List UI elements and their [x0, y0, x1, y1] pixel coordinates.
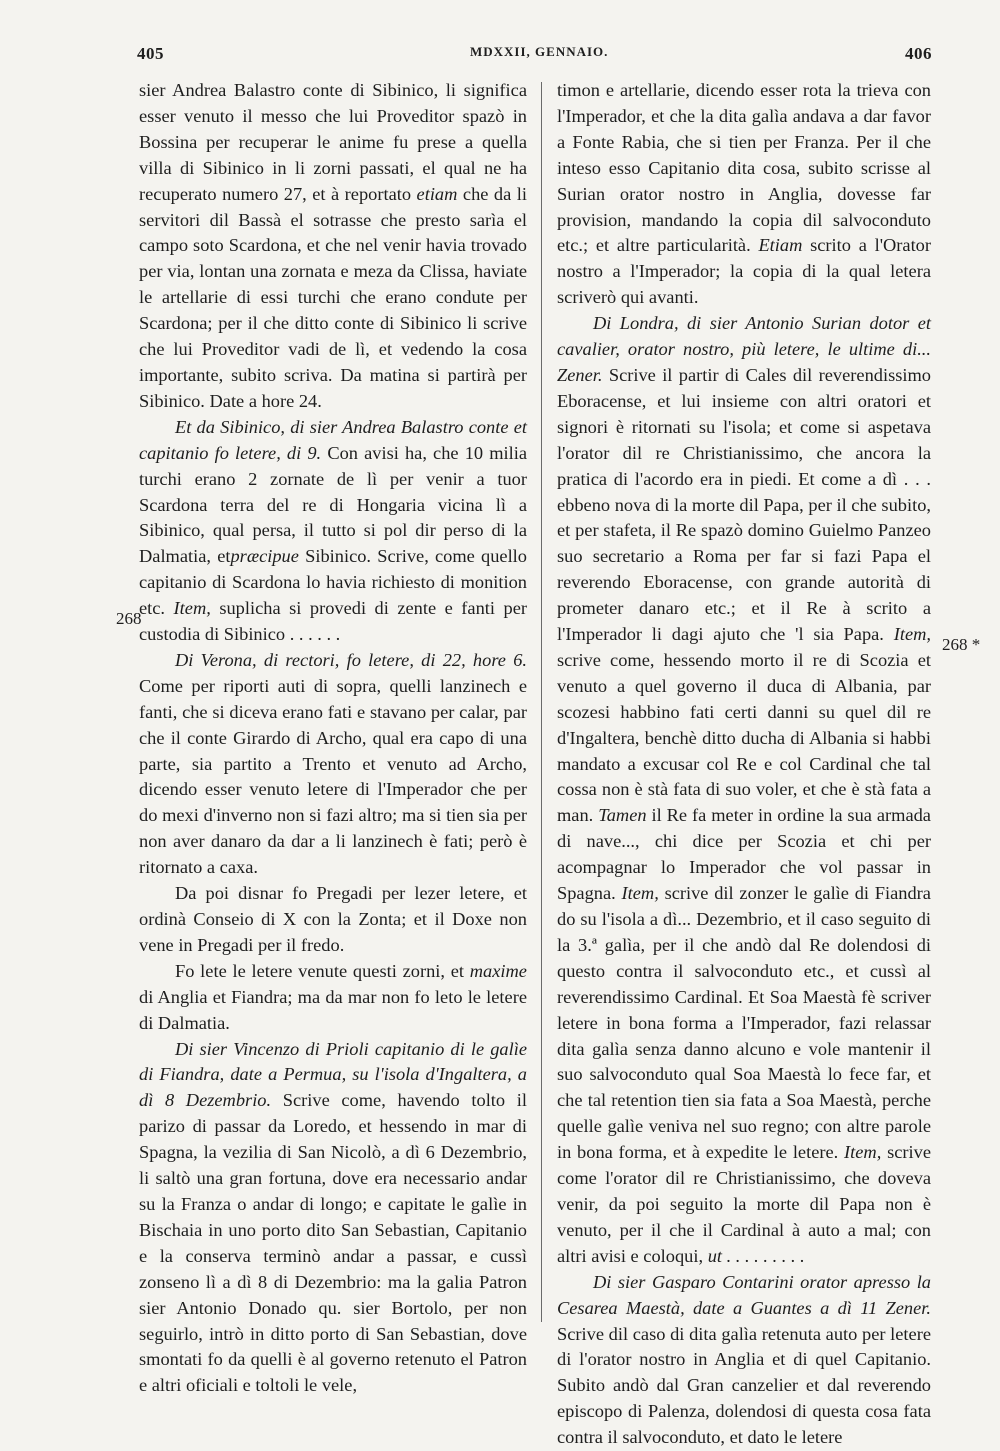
right-page-number: 406 — [905, 44, 932, 63]
paragraph: Di Verona, di rectori, fo letere, di 22, hore 6. Come per riporti auti di sopra, quelli lanzinech e fanti, che si diceva erano fati e stavano per calar, par che il conte Girardo di Archo, qual era capo di una parte, sia partito a Trento et venuto ad Archo, dicendo esser venuto letere di l'Imperador che per do mexi d'inverno non si fazi altro; ma si tien sia per non aver danaro da dar a li lanzinech è fati; però è ritornato a caxa. — [139, 649, 527, 878]
margin-number-right: 268 * — [942, 635, 981, 654]
left-column — [139, 78, 527, 1399]
paragraph: Di sier Gasparo Contarini orator apresso la Cesarea Maestà, date a Guantes a dì 11 Zener. Scrive dil caso di dita galìa retenuta auto per letere di l'orator nostro in Anglia et di quel Capitanio. Subito andò dal Gran canzelier et dal reverendo episcopo di Palenza, dolendosi di questa cosa fata contra il salvoconduto, et dato le letere — [557, 1271, 931, 1448]
right-column — [557, 78, 931, 1451]
running-title: MDXXII, GENNAIO. — [470, 44, 609, 59]
paragraph: Da poi disnar fo Pregadi per lezer letere, et ordinà Conseio di X con la Zonta; et il Doxe non vene in Pregadi per il fredo. — [139, 883, 527, 955]
paragraph: Di sier Vincenzo di Prioli capitanio di le galìe di Fiandra, date a Permua, su l'isola d'Ingaltera, a dì 8 Dezembrio. Scrive come, havendo tolto il parizo di passar da Loredo, et hessendo in mar di Spagna, la vezilia di San Nicolò, a dì 6 Dezembrio, li saltò una gran fortuna, dove era necessario andar su la Franza o andar di longo; e capitate le galìe in Bischaia in uno porto dito San Sebastian, Capitanio e la conserva terminò andar a passar, e cussì zonseno lì a dì 8 di Dezembrio: ma la galia Patron sier Antonio Donado qu. sier Bortolo, per non seguirlo, intrò in ditto porto di San Sebastian, dove smontati fo da quelli è al governo retenuto el Patron e altri oficiali e toltoli le vele, — [139, 1038, 527, 1396]
column-divider — [541, 82, 542, 1322]
paragraph: Fo lete le letere venute questi zorni, et maxime di Anglia et Fiandra; ma da mar non fo leto le letere di Dalmatia. — [139, 960, 527, 1033]
paragraph: sier Andrea Balastro conte di Sibinico, li significa esser venuto il messo che lui Proveditor spazò in Bossina per recuperar le anime fu prese a quella villa di Sibinico in li zorni passati, el qual ne ha recuperato numero 27, et à reportato etiam che da li servitori dil Bassà el sotrasse che presto sarìa el campo soto Scardona, et che nel venir havia trovado per via, lontan una zornata e meza da Clissa, haviate le artellarie di essi turchi che erano condute per Scardona; per il che ditto conte di Sibinico li scrive che lui Proveditor vadi de lì, et vedendo la cosa importante, subito scriva. Da matina si partirà per Sibinico. Date a hore 24. — [139, 80, 527, 411]
left-page-number: 405 — [137, 44, 164, 63]
margin-number-left: 268 — [116, 609, 142, 628]
paragraph: Di Londra, di sier Antonio Surian dotor et cavalier, orator nostro, più letere, le ultime di... Zener. Scrive il partir di Cales dil reverendissimo Eboracense, et lui insieme con altri oratori et signori è ritornati su l'isola; et come si aspetava l'orator dil re Christianissimo, che ancora la pratica di l'acordo era in piedi. Et come a dì . . . ebbeno nova di la morte dil Papa, per il che subito, et per stafeta, il Re spazò domino Guielmo Panzeo suo secretario a Roma per far si fazi Papa el reverendo Eboracense, con grande autorità di prometer danaro etc.; et il Re à scrito a l'Imperador li dagi ajuto che 'l sia Papa. Item, scrive come, hessendo morto il re di Scozia et venuto a quel governo il duca di Albania, par scozesi habbino fati certi danni su quel dil re d'Ingaltera, benchè ditto ducha di Albania si habbi mandato a excusar col Re e col Cardinal che tal cossa non è stà fata di suo voler, et che è stà fata a man. Tamen il Re fa meter in ordine la sua armada di nave..., chi dice per Scozia et chi per acompagnar lo Imperador che vol passar in Spagna. Item, scrive dil zonzer le galìe di Fiandra do su l'isola a dì... Dezembrio, et il caso seguito di la 3.ª galìa, per il che andò dal Re dolendosi di questo contra il salvoconduto etc., et cussì al reverendissimo Cardinal. Et Soa Maestà fè scriver letere in bona forma a l'Imperador, fazi relassar dita galìa senza danno alcuno e vole mantenir il suo salvoconduto qual Soa Maestà lo fece far, et che tal retention tien sia fata a Soa Maestà, perche quelle galìe veniva nel suo regno; con altre parole in bona forma, et à expedite le letere. Item, scrive come l'orator dil re Christianissimo, che doveva venir, da poi seguito la morte dil Papa non è venuto, per il che il Cardinal à auto a mal; con altri avisi e coloqui, ut . . . . . . . . . — [557, 313, 931, 1266]
paragraph: Et da Sibinico, di sier Andrea Balastro conte et capitanio fo letere, di 9. Con avisi ha, che 10 milia turchi erano 2 zornate de lì per venir a tuor Scardona terra del re di Hongaria vicina lì a Sibinico, qual persa, il tutto si pol dir perso di la Dalmatia, etpræcipue Sibinico. Scrive, come quello capitanio di Scardona lo havia richiesto di monition etc. Item, suplicha si provedi di zente e fanti per custodia di Sibinico . . . . . . — [139, 416, 528, 645]
paragraph: timon e artellarie, dicendo esser rota la trieva con l'Imperador, et che la dita galìa andava a dar favor a Fonte Rabia, che si tien per Franza. Per il che inteso esso Capitanio dita cosa, subito scrisse al Surian orator nostro in Anglia, dovesse far provision, mandando la copia dil salvoconduto etc.; et altre particularità. Etiam scrito a l'Orator nostro a l'Imperador; la copia di la qual letera scriverò qui avanti. — [557, 80, 932, 308]
